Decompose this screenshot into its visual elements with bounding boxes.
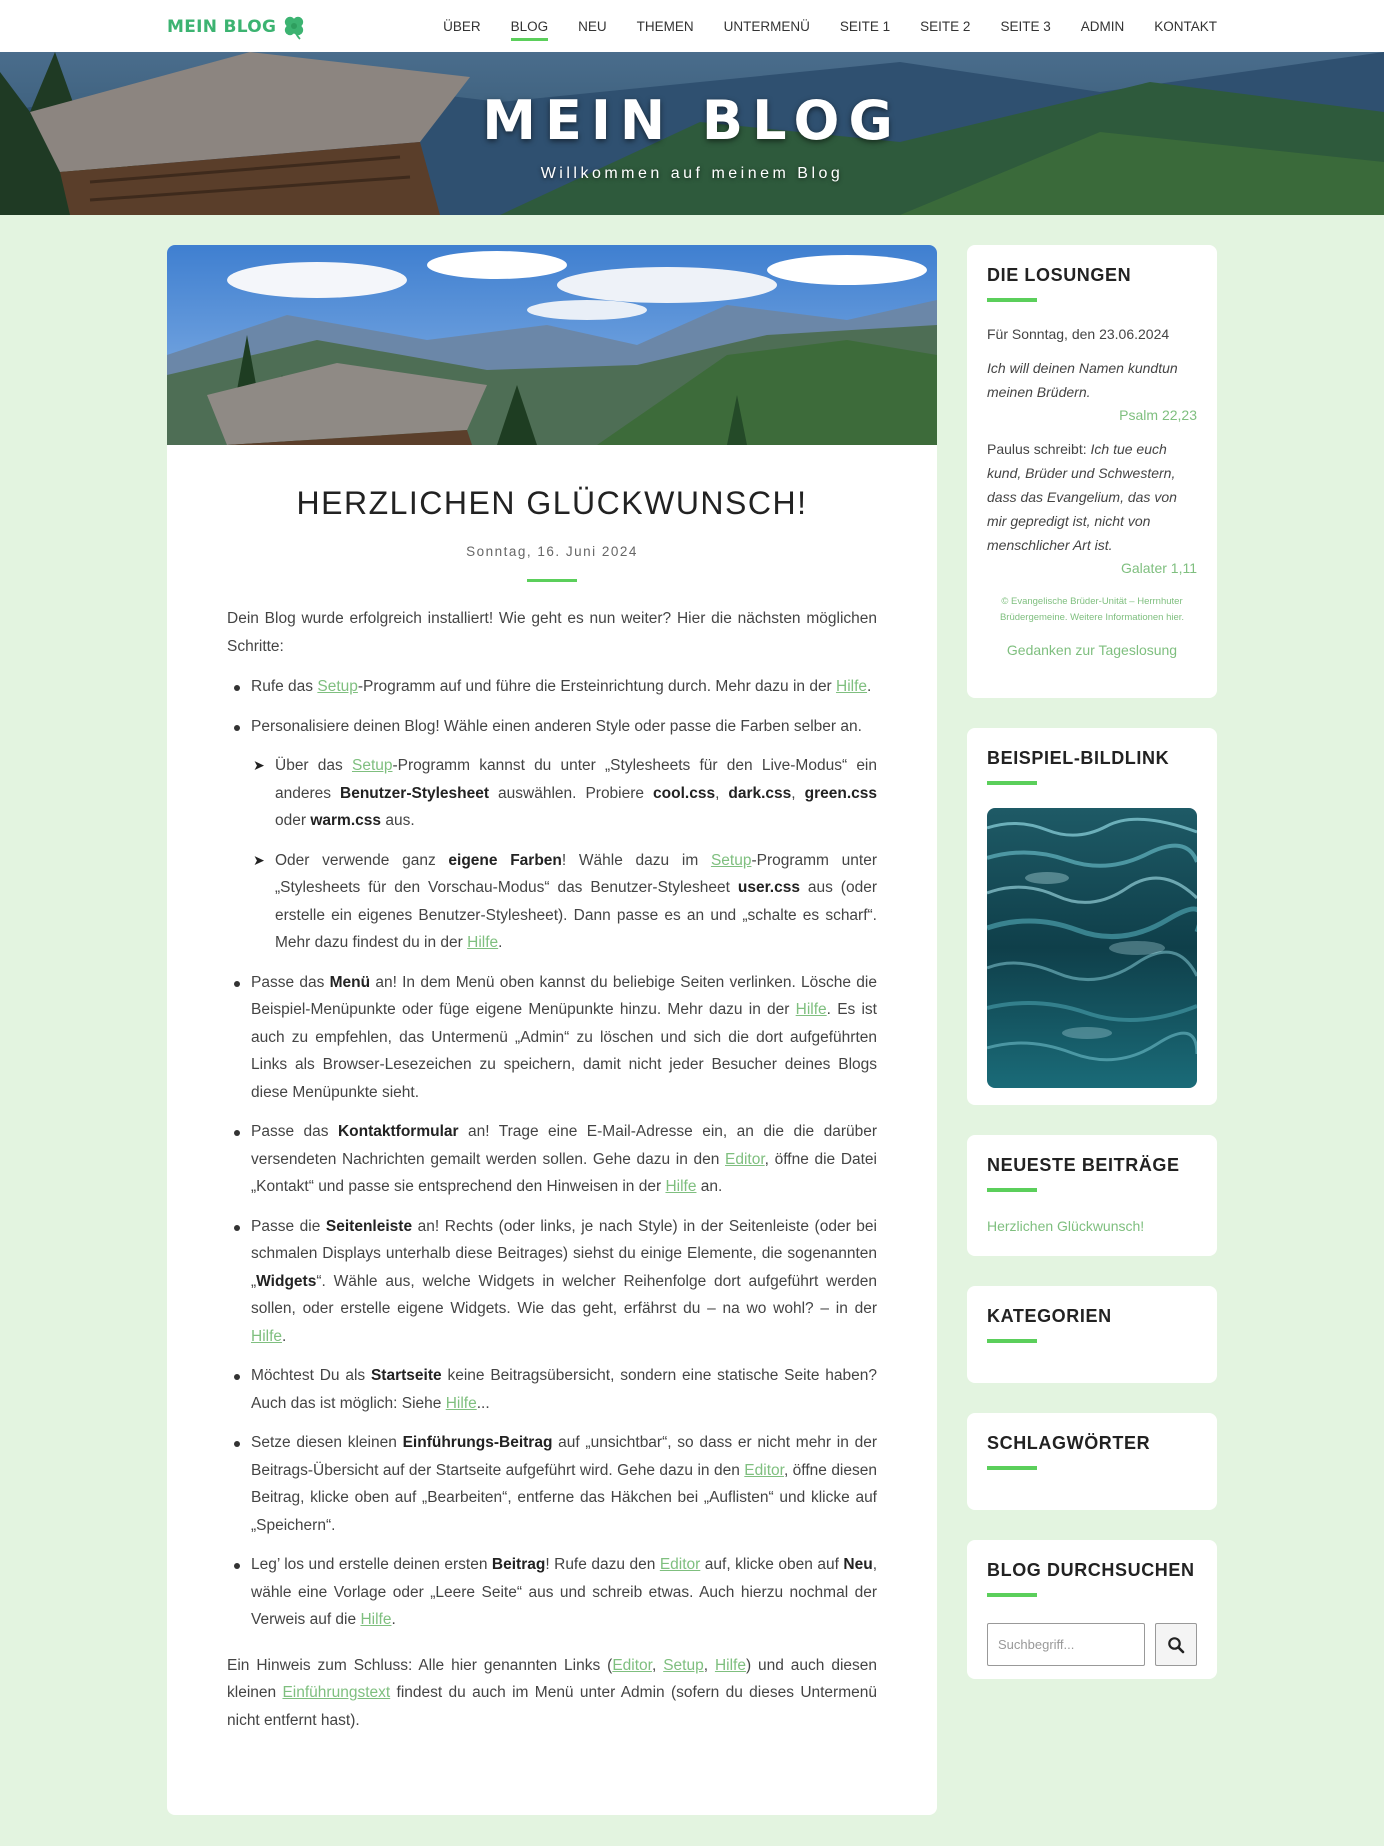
post-intro: Dein Blog wurde erfolgreich installiert! Wie geht es nun weiter? Hier die nächsten möglichen Schritte: [227, 610, 877, 655]
bold-text: Startseite [370, 1367, 442, 1384]
recent-posts-widget [967, 1135, 1217, 1256]
widget-title: NEUESTE BEITRÄGE [987, 1155, 1180, 1175]
list-item [227, 1429, 877, 1539]
widget-divider [987, 781, 1037, 785]
text: Passe die [251, 1217, 326, 1235]
brand-logo[interactable] [167, 14, 307, 40]
bold-text: Einführungs-Beitrag [402, 1434, 553, 1451]
text: ! Wähle dazu im [561, 851, 711, 869]
bold-text: cool.css [653, 784, 716, 802]
search-form [987, 1623, 1197, 1666]
help-link[interactable]: Hilfe [795, 1001, 827, 1018]
post-title: HERZLICHEN GLÜCKWUNSCH! [296, 485, 808, 521]
text: , wähle eine Vorlage oder „Leere Seite“ aus und schreib etwas. Auch hierzu nochmal der Verweis auf die [251, 1556, 877, 1628]
recent-post-link[interactable]: Herzlichen Glückwunsch! [987, 1218, 1145, 1234]
clover-icon [281, 14, 307, 40]
bold-text: Menü [329, 973, 371, 991]
top-navigation-bar [0, 0, 1384, 52]
widget-divider [987, 1339, 1037, 1343]
text: Oder verwende ganz [275, 851, 449, 869]
editor-link[interactable]: Editor [659, 1556, 701, 1573]
text: , [715, 784, 729, 802]
list-item [227, 969, 877, 1107]
bold-text: eigene Farben [448, 851, 562, 869]
widget-title: DIE LOSUNGEN [987, 265, 1132, 285]
losung-verse-2 [987, 437, 1197, 557]
help-link[interactable]: Hilfe [445, 1394, 477, 1412]
help-link[interactable]: Hilfe [836, 678, 868, 695]
text: oder [275, 812, 311, 829]
categories-widget [967, 1286, 1217, 1383]
editor-link[interactable]: Editor [612, 1656, 652, 1674]
text: . [498, 934, 503, 951]
text: Personalisiere deinen Blog! Wähle einen anderen Style oder passe die Farben selber an. [251, 717, 862, 735]
text: an! Trage eine E-Mail-Adresse ein, an die die darüber versendeten Nachrichten gemailt werden sollen. Gehe dazu in den [251, 1123, 877, 1168]
editor-link[interactable]: Editor [744, 1461, 784, 1479]
text: an! Rechts (oder links, je nach Style) in der Seitenleiste (oder bei schmalen Displays unterhalb diese Beitrages) siehst du einige Elemente, die sogenannten „ [251, 1217, 877, 1290]
text: auf „unsichtbar“, so dass er nicht mehr in der Beitrags-Übersicht auf der Startseite aufgeführt wird. Gehe dazu in den [251, 1434, 877, 1479]
hero-title: MEIN BLOG [482, 89, 902, 152]
losung-verse-1 [987, 356, 1197, 404]
losung-ref-1: Psalm 22,23 [1119, 407, 1197, 423]
nav-item-untermenue[interactable]: UNTERMENÜ [723, 18, 810, 34]
help-link[interactable]: Hilfe [251, 1327, 283, 1345]
widget-divider [987, 1593, 1037, 1597]
search-icon [1167, 1636, 1185, 1654]
widget-divider [987, 298, 1037, 302]
search-widget [967, 1540, 1217, 1679]
bold-text: Beitrag [491, 1556, 546, 1573]
text: Passe das [251, 1123, 338, 1140]
search-input[interactable] [987, 1623, 1145, 1666]
text: . [282, 1327, 287, 1345]
widget-title: BLOG DURCHSUCHEN [987, 1560, 1195, 1580]
tageslosung-link[interactable]: Gedanken zur Tageslosung [1006, 642, 1178, 658]
text: “. Wähle aus, welche Widgets in welcher Reihenfolge dort aufgeführt werden sollen, oder erstelle eigene Widgets. Wie das geht, erfährst du – na wo wohl? – in der [251, 1272, 877, 1317]
help-link[interactable]: Hilfe [467, 934, 499, 951]
brand-name[interactable]: MEIN BLOG [167, 17, 277, 37]
nav-item-kontakt[interactable]: KONTAKT [1154, 18, 1217, 34]
help-link[interactable]: Hilfe [360, 1611, 392, 1628]
text: Rufe das [251, 678, 318, 695]
text: an. [696, 1178, 723, 1195]
tags-widget [967, 1413, 1217, 1510]
blog-post-card [167, 245, 937, 1815]
text: , öffne die Datei „Kontakt“ und passe sie entsprechend den Hinweisen in der [251, 1150, 877, 1195]
widget-divider [987, 1466, 1037, 1470]
text: Passe das [251, 973, 330, 991]
bildlink-widget [967, 728, 1217, 1105]
hero-subtitle: Willkommen auf meinem Blog [540, 165, 844, 182]
verse-text: Ich tue euch kund, Brüder und Schwestern, dass das Evangelium, das von mir gepredigt ist, nicht von menschlicher Art ist. [987, 441, 1177, 553]
bold-text: Kontaktformular [337, 1123, 459, 1140]
water-image-link[interactable] [987, 808, 1197, 1088]
text: , öffne diesen Beitrag, klicke oben auf „Bearbeiten“, entferne das Häkchen bei „Auflisten“ und klicke auf „Speichern“. [251, 1461, 877, 1534]
list-item [227, 1551, 877, 1634]
text: . [867, 678, 872, 695]
nav-item-admin[interactable]: ADMIN [1080, 18, 1125, 34]
sub-list-item [251, 847, 877, 957]
losung-date: Für Sonntag, den 23.06.2024 [987, 326, 1170, 342]
text: . Es ist auch zu empfehlen, das Untermenü „Admin“ zu löschen und sich die dort aufgeführten Links als Browser-Lesezeichen zu speichern, damit nicht jeder Besucher deines Blogs diese Menüpunkte sieht. [251, 1001, 877, 1101]
text: ) und auch diesen kleinen [227, 1656, 878, 1701]
bold-text: Seitenleiste [325, 1217, 413, 1235]
text: Ein Hinweis zum Schluss: Alle hier genannten Links ( [227, 1656, 613, 1674]
nav-item-seite-1[interactable]: SEITE 1 [839, 18, 891, 34]
text: -Programm kannst du unter „Stylesheets für den Live-Modus“ ein anderes [275, 757, 877, 802]
post-header-image [167, 245, 937, 445]
text: keine Beitragsübersicht, sondern eine statische Seite haben? Auch das ist möglich: Siehe [251, 1367, 877, 1412]
text: , [703, 1656, 715, 1674]
text: Leg’ los und erstelle deinen ersten [251, 1556, 492, 1573]
text: findest du auch im Menü unter Admin (sofern du dieses Untermenü nicht entfernt hast). [227, 1684, 877, 1729]
text: an! In dem Menü oben kannst du beliebige Seiten verlinken. Lösche die Beispiel-Menüpunkte oder füge eigene Menüpunkte hinzu. Mehr dazu in der [251, 973, 877, 1018]
sub-list-item [251, 752, 877, 835]
losung-copyright-link[interactable]: © Evangelische Brüder-Unität – Herrnhuter Brüdergemeine. Weitere Informationen hier. [999, 596, 1185, 623]
nav-item-ueber[interactable]: ÜBER [443, 18, 481, 34]
main-menu [428, 0, 1217, 52]
text: ... [476, 1394, 490, 1412]
text: . [391, 1611, 396, 1628]
text: , [791, 784, 805, 802]
editor-link[interactable]: Editor [725, 1150, 765, 1168]
bold-text: warm.css [310, 812, 382, 829]
nav-item-seite-3[interactable]: SEITE 3 [1000, 18, 1051, 34]
post-date: Sonntag, 16. Juni 2024 [466, 544, 638, 559]
text: -Programm unter „Stylesheets für den Vorschau-Modus“ das Benutzer-Stylesheet [275, 851, 877, 896]
widget-divider [987, 1188, 1037, 1192]
setup-link[interactable]: Setup [317, 678, 358, 695]
text: , [651, 1656, 664, 1674]
list-item [227, 1213, 877, 1351]
help-link[interactable]: Hilfe [665, 1178, 697, 1195]
setup-link[interactable]: Setup [663, 1656, 704, 1674]
text: aus. [381, 812, 415, 829]
text: Setze diesen kleinen [251, 1434, 403, 1451]
text: Über das [275, 757, 352, 774]
list-item [227, 713, 877, 957]
list-item [227, 1362, 877, 1417]
widget-title: SCHLAGWÖRTER [987, 1433, 1151, 1453]
title-divider [527, 579, 577, 582]
search-button[interactable] [1155, 1623, 1197, 1666]
help-link[interactable]: Hilfe [714, 1656, 746, 1674]
bold-text: Widgets [256, 1272, 317, 1290]
text: Möchtest Du als [251, 1367, 371, 1384]
list-item [227, 1118, 877, 1201]
bold-text: user.css [737, 879, 800, 896]
post-closing [227, 1652, 877, 1735]
text: aus (oder erstelle ein eigenes Benutzer-Stylesheet). Dann passe es an und „schalte es scharf“. Mehr dazu findest du in der [275, 879, 877, 951]
text: -Programm auf und führe die Ersteinrichtung durch. Mehr dazu in der [357, 678, 837, 695]
text: auswählen. Probiere [489, 784, 654, 802]
intro-text-link[interactable]: Einführungstext [282, 1684, 391, 1701]
setup-link[interactable]: Setup [710, 851, 752, 869]
losungen-widget [967, 245, 1217, 698]
nav-item-blog[interactable]: BLOG [496, 0, 564, 52]
setup-link[interactable]: Setup [351, 757, 393, 774]
verse-text: Ich will deinen Namen kundtun meinen Brüdern. [987, 360, 1178, 400]
nav-item-seite-2[interactable]: SEITE 2 [920, 18, 971, 34]
hero-banner [0, 52, 1384, 215]
bold-text: dark.css [728, 784, 792, 802]
bold-text: Neu [843, 1556, 873, 1573]
nav-item-neu[interactable]: NEU [578, 18, 607, 34]
steps-list [227, 673, 877, 1634]
verse-prefix: Paulus schreibt: [987, 441, 1091, 457]
widget-title: BEISPIEL-BILDLINK [987, 748, 1170, 768]
nav-item-themen[interactable]: THEMEN [636, 18, 694, 34]
losung-ref-2: Galater 1,11 [1120, 560, 1197, 576]
text: ! Rufe dazu den [545, 1556, 660, 1573]
sub-list [251, 752, 877, 957]
widget-title: KATEGORIEN [987, 1306, 1112, 1326]
list-item [227, 673, 877, 701]
bold-text: green.css [804, 784, 877, 802]
bold-text: Benutzer-Stylesheet [340, 784, 490, 802]
text: auf, klicke oben auf [700, 1556, 844, 1573]
post-content [227, 485, 877, 1734]
